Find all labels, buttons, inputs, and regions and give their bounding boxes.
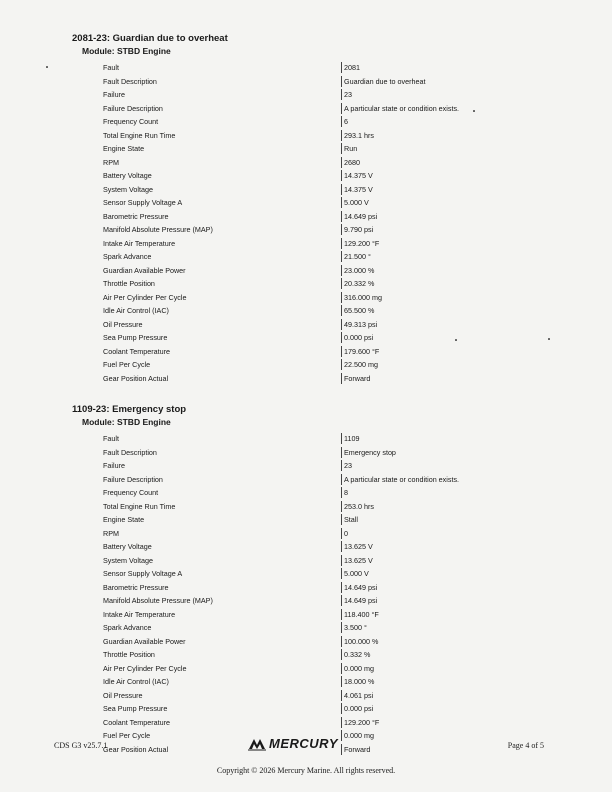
table-row [103,716,459,730]
row-label: Air Per Cylinder Per Cycle [103,292,187,302]
row-label: Manifold Absolute Pressure (MAP) [103,225,213,235]
row-value: 8 [341,487,348,498]
table-row [103,358,459,372]
row-value: 118.400 °F [341,609,379,620]
table-row [103,540,459,554]
row-value: 14.375 V [341,184,373,195]
row-value: 20.332 % [341,278,374,289]
module-label: Module: STBD Engine [82,417,171,427]
row-label: Failure Description [103,474,163,484]
row-value: 0.000 mg [341,663,374,674]
row-label: Failure [103,461,125,471]
table-row [103,264,459,278]
scan-speck [455,339,457,341]
table-row [103,156,459,170]
row-value: 3.500 ° [341,622,367,633]
row-label: Sensor Supply Voltage A [103,569,183,579]
row-value: 22.500 mg [341,359,378,370]
row-value: 2680 [341,157,360,168]
row-value: 1109 [341,433,359,444]
fault-table [103,432,459,756]
table-row [103,675,459,689]
row-value: Run [341,143,357,154]
row-value: 14.649 psi [341,582,377,593]
row-value: 23 [341,89,352,100]
row-label: Idle Air Control (IAC) [103,677,169,687]
row-label: Frequency Count [103,488,159,498]
row-value: 23 [341,460,352,471]
table-row [103,102,459,116]
row-value: 0.332 % [341,649,370,660]
row-value: 49.313 psi [341,319,377,330]
row-value: 253.0 hrs [341,501,374,512]
table-row [103,635,459,649]
row-label: Throttle Position [103,279,155,289]
mercury-logo-icon [248,737,266,751]
table-row [103,210,459,224]
row-value: 13.625 V [341,555,373,566]
table-row [103,237,459,251]
row-label: Intake Air Temperature [103,609,176,619]
row-value: Forward [341,373,370,384]
row-label: Sensor Supply Voltage A [103,198,183,208]
table-row [103,183,459,197]
table-row [103,486,459,500]
row-value: 5.000 V [341,568,369,579]
row-value: 14.649 psi [341,595,377,606]
row-label: Battery Voltage [103,542,152,552]
row-label: System Voltage [103,184,153,194]
table-row [103,689,459,703]
row-label: Oil Pressure [103,690,143,700]
row-label: Manifold Absolute Pressure (MAP) [103,596,213,606]
table-row [103,129,459,143]
row-label: Fuel Per Cycle [103,360,151,370]
row-value: 23.000 % [341,265,374,276]
table-row [103,88,459,102]
row-label: Sea Pump Pressure [103,704,168,714]
row-label: Guardian Available Power [103,636,186,646]
table-row [103,648,459,662]
row-value: 9.790 psi [341,224,373,235]
row-label: Battery Voltage [103,171,152,181]
table-row [103,169,459,183]
table-row [103,291,459,305]
row-value: 316.000 mg [341,292,382,303]
row-label: Idle Air Control (IAC) [103,306,169,316]
table-row [103,115,459,129]
row-value: 21.500 ° [341,251,371,262]
row-label: Coolant Temperature [103,346,170,356]
row-value: 6 [341,116,348,127]
row-value: 0 [341,528,348,539]
row-label: Fuel Per Cycle [103,731,151,741]
fault-table [103,61,459,385]
table-row [103,223,459,237]
fault-title: 1109-23: Emergency stop [72,404,187,415]
table-row [103,594,459,608]
row-label: RPM [103,157,119,167]
row-label: RPM [103,528,119,538]
row-label: Gear Position Actual [103,744,169,754]
table-row [103,196,459,210]
table-row [103,567,459,581]
fault-title: 2081-23: Guardian due to overheat [72,33,228,44]
table-row [103,621,459,635]
software-version: CDS G3 v25.7.1 [54,741,108,750]
row-label: Engine State [103,144,145,154]
table-row [103,527,459,541]
row-value: 0.000 mg [341,730,374,741]
row-value: 18.000 % [341,676,374,687]
row-value: 13.625 V [341,541,373,552]
row-value: 14.375 V [341,170,373,181]
row-label: Barometric Pressure [103,211,169,221]
table-row [103,500,459,514]
row-value: 4.061 psi [341,690,373,701]
table-row [103,702,459,716]
row-label: Throttle Position [103,650,155,660]
page-number: Page 4 of 5 [507,741,544,750]
row-label: Failure Description [103,103,163,113]
scan-speck [46,66,48,68]
table-row [103,513,459,527]
row-value: 100.000 % [341,636,378,647]
row-value: 0.000 psi [341,332,373,343]
row-label: Intake Air Temperature [103,238,176,248]
row-label: Failure [103,90,125,100]
table-row [103,304,459,318]
row-value: 2081 [341,62,360,73]
table-row [103,345,459,359]
row-label: System Voltage [103,555,153,565]
row-value: 129.200 °F [341,238,379,249]
table-row [103,608,459,622]
row-value: 293.1 hrs [341,130,374,141]
row-value: 179.600 °F [341,346,379,357]
row-label: Gear Position Actual [103,373,169,383]
row-label: Fault Description [103,447,157,457]
row-label: Coolant Temperature [103,717,170,727]
table-row [103,446,459,460]
table-row [103,459,459,473]
table-row [103,277,459,291]
row-label: Fault [103,434,119,444]
table-row [103,75,459,89]
row-label: Spark Advance [103,623,152,633]
scan-speck [548,338,550,340]
table-row [103,142,459,156]
row-value: A particular state or condition exists. [341,474,459,485]
table-row [103,432,459,446]
mercury-logo [248,736,338,751]
row-value: Emergency stop [341,447,396,458]
row-value: 129.200 °F [341,717,379,728]
table-row [103,554,459,568]
row-value: Stall [341,514,358,525]
row-label: Engine State [103,515,145,525]
table-row [103,331,459,345]
row-label: Spark Advance [103,252,152,262]
row-label: Oil Pressure [103,319,143,329]
row-label: Air Per Cylinder Per Cycle [103,663,187,673]
table-row [103,318,459,332]
row-label: Total Engine Run Time [103,501,176,511]
table-row [103,372,459,386]
row-value: A particular state or condition exists. [341,103,459,114]
row-label: Frequency Count [103,117,159,127]
row-label: Fault Description [103,76,157,86]
row-value: Guardian due to overheat [341,76,426,87]
row-label: Total Engine Run Time [103,130,176,140]
scan-speck [473,110,475,112]
row-label: Barometric Pressure [103,582,169,592]
row-label: Guardian Available Power [103,265,186,275]
table-row [103,473,459,487]
row-value: 65.500 % [341,305,374,316]
table-row [103,662,459,676]
table-row [103,581,459,595]
row-label: Fault [103,63,119,73]
row-value: 5.000 V [341,197,369,208]
table-row [103,250,459,264]
copyright: Copyright © 2026 Mercury Marine. All rights reserved. [216,766,396,775]
row-value: 0.000 psi [341,703,373,714]
module-label: Module: STBD Engine [82,46,171,56]
logo-text: MERCURY [269,736,338,751]
row-label: Sea Pump Pressure [103,333,168,343]
table-row [103,61,459,75]
row-value: Forward [341,744,370,755]
row-value: 14.649 psi [341,211,377,222]
